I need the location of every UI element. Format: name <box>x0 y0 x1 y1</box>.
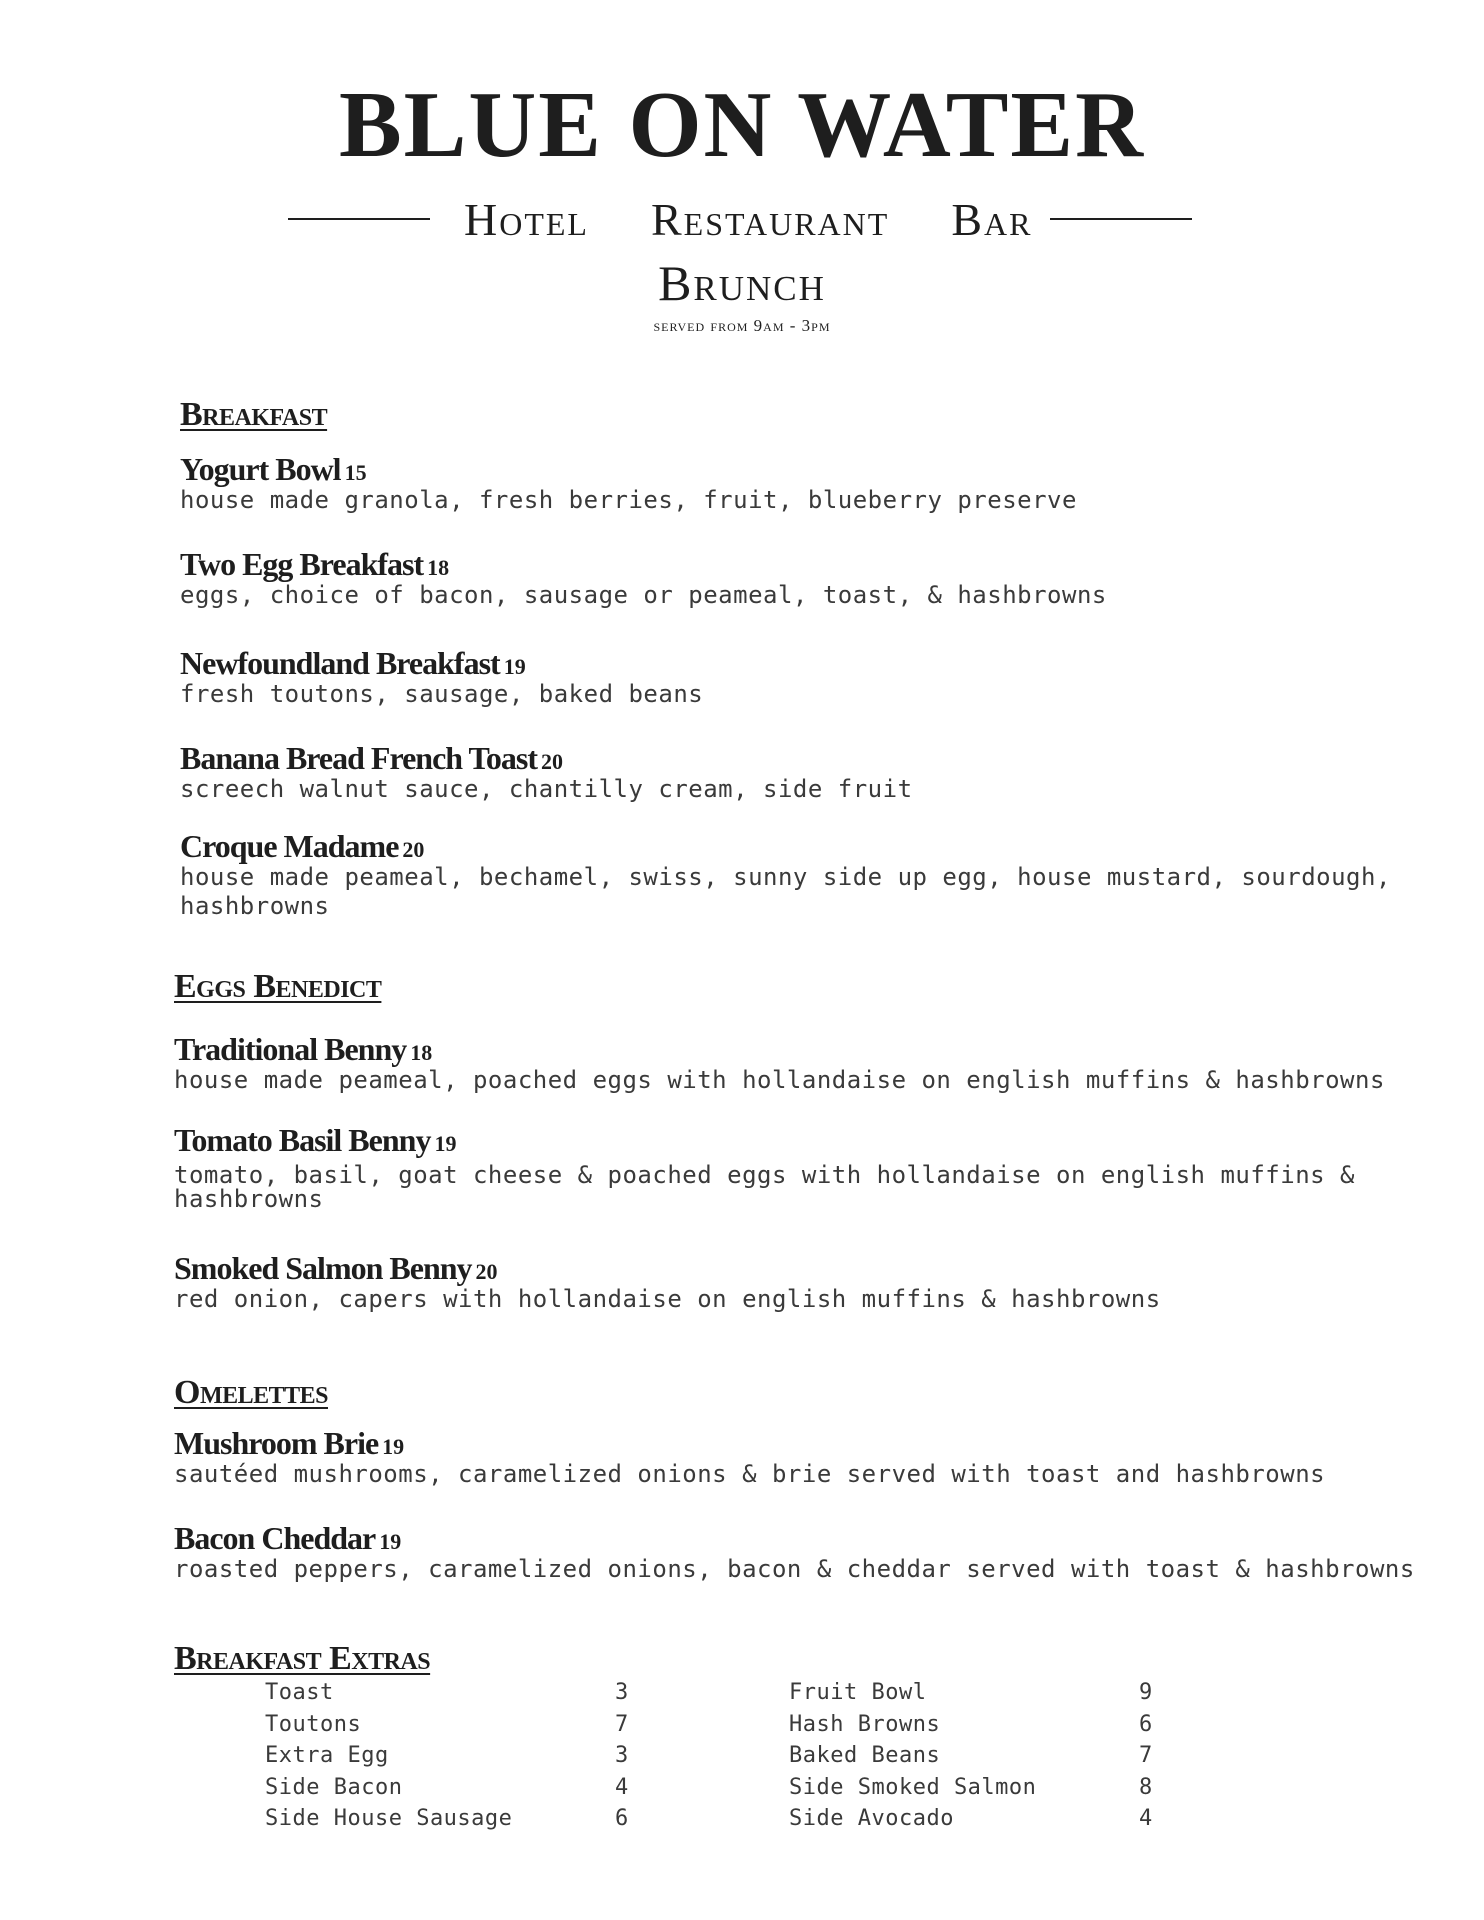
extra-price: 4 <box>1139 1806 1153 1831</box>
extra-row <box>265 1712 635 1744</box>
menu-item <box>180 741 913 804</box>
item-description: fresh toutons, sausage, baked beans <box>180 680 704 708</box>
subtitle-words <box>464 196 1032 244</box>
extras-right-column <box>789 1680 1159 1838</box>
item-description: eggs, choice of bacon, sausage or peameal, toast, & hashbrowns <box>180 581 1107 609</box>
item-description: house made granola, fresh berries, fruit, blueberry preserve <box>180 486 1077 514</box>
item-description: roasted peppers, caramelized onions, bacon & cheddar served with toast & hashbrowns <box>174 1555 1415 1583</box>
menu-item <box>180 829 1391 921</box>
extra-label: Side House Sausage <box>265 1806 513 1831</box>
extra-price: 6 <box>615 1806 629 1831</box>
extra-price: 7 <box>1139 1743 1153 1768</box>
item-name: Banana Bread French Toast <box>180 740 538 776</box>
menu-item <box>180 547 1107 610</box>
item-name: Newfoundland Breakfast <box>180 645 500 681</box>
extra-label: Toutons <box>265 1711 362 1737</box>
extra-price: 3 <box>615 1743 629 1768</box>
menu-item <box>174 1123 1355 1211</box>
extra-price: 7 <box>615 1711 629 1737</box>
item-name: Traditional Benny <box>174 1031 407 1067</box>
item-description: screech walnut sauce, chantilly cream, side fruit <box>180 775 913 803</box>
served-hours: served from 9am - 3pm <box>653 316 831 335</box>
extra-label: Side Avocado <box>789 1806 954 1831</box>
extra-price: 8 <box>1139 1774 1153 1800</box>
restaurant-title: BLUE ON WATER <box>338 73 1146 177</box>
extra-row <box>265 1743 635 1775</box>
right-divider <box>1050 218 1192 220</box>
subtitle-bar: Bar <box>951 194 1033 245</box>
item-price: 19 <box>382 1434 405 1459</box>
extra-price: 4 <box>615 1774 629 1800</box>
item-name: Tomato Basil Benny <box>174 1122 431 1158</box>
extra-price: 9 <box>1139 1680 1153 1705</box>
subtitle-line <box>0 196 1484 244</box>
item-description: house made peameal, bechamel, swiss, sunny side up egg, house mustard, sourdough, hashbrowns <box>180 863 1391 920</box>
left-divider <box>288 218 430 220</box>
extra-row <box>789 1680 1159 1712</box>
menu-item <box>174 1521 1415 1584</box>
extra-row <box>789 1775 1159 1807</box>
extras-left-column <box>265 1680 635 1838</box>
extra-label: Toast <box>265 1680 334 1705</box>
section-heading-eggs-benedict: Eggs Benedict <box>174 968 382 1005</box>
menu-item <box>174 1032 1385 1095</box>
extra-row <box>265 1680 635 1712</box>
extra-label: Baked Beans <box>789 1743 941 1768</box>
item-description: sautéed mushrooms, caramelized onions & brie served with toast and hashbrowns <box>174 1460 1326 1488</box>
item-description: red onion, capers with hollandaise on english muffins & hashbrowns <box>174 1285 1161 1313</box>
subtitle-restaurant: Restaurant <box>650 194 890 245</box>
extra-row <box>265 1775 635 1807</box>
item-name: Croque Madame <box>180 828 399 864</box>
section-heading-breakfast: Breakfast <box>180 396 328 433</box>
item-price: 19 <box>434 1131 457 1156</box>
extra-label: Side Smoked Salmon <box>789 1774 1037 1800</box>
extra-price: 3 <box>615 1680 629 1705</box>
item-name: Mushroom Brie <box>174 1425 379 1461</box>
menu-item <box>180 452 1077 515</box>
item-price: 19 <box>379 1529 402 1554</box>
item-name: Smoked Salmon Benny <box>174 1250 472 1286</box>
item-name: Bacon Cheddar <box>174 1520 376 1556</box>
extra-row <box>789 1712 1159 1744</box>
extra-row <box>789 1806 1159 1838</box>
extra-price: 6 <box>1139 1711 1153 1737</box>
extra-label: Extra Egg <box>265 1743 389 1768</box>
item-name: Two Egg Breakfast <box>180 546 424 582</box>
item-price: 20 <box>402 837 425 862</box>
item-price: 15 <box>344 460 367 485</box>
item-name: Yogurt Bowl <box>180 451 341 487</box>
menu-item <box>174 1251 1161 1314</box>
item-price: 20 <box>541 749 564 774</box>
item-description: house made peameal, poached eggs with hollandaise on english muffins & hashbrowns <box>174 1066 1385 1094</box>
menu-item <box>180 646 703 709</box>
extra-label: Fruit Bowl <box>789 1680 927 1705</box>
section-heading-breakfast-extras: Breakfast Extras <box>174 1640 431 1677</box>
extra-row <box>789 1743 1159 1775</box>
item-description: tomato, basil, goat cheese & poached eggs with hollandaise on english muffins & hashbrowns <box>174 1161 1355 1213</box>
item-price: 18 <box>427 555 450 580</box>
menu-name: Brunch <box>658 255 826 311</box>
extra-label: Hash Browns <box>789 1711 941 1737</box>
item-price: 19 <box>503 654 526 679</box>
subtitle-hotel: Hotel <box>464 194 589 245</box>
menu-item <box>174 1426 1325 1489</box>
item-price: 18 <box>410 1040 433 1065</box>
extra-row <box>265 1806 635 1838</box>
item-price: 20 <box>475 1259 498 1284</box>
extra-label: Side Bacon <box>265 1774 403 1800</box>
section-heading-omelettes: Omelettes <box>174 1374 328 1411</box>
